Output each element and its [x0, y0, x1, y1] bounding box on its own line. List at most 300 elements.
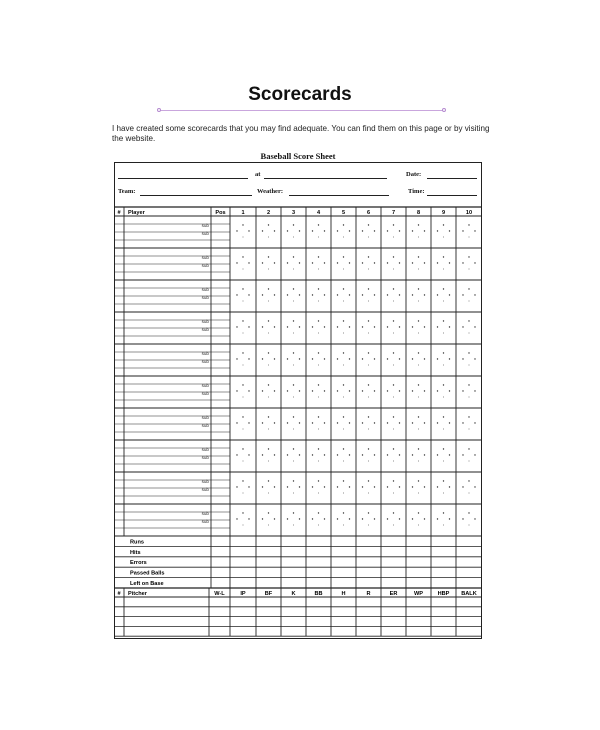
diamond-base-second	[242, 512, 243, 513]
batting-header-player: Player	[128, 210, 145, 216]
diamond-base-third	[387, 326, 388, 327]
diamond-base-third	[437, 262, 438, 263]
diamond-base-third	[312, 422, 313, 423]
diamond-base-second	[293, 288, 294, 289]
diamond-home	[343, 333, 344, 334]
diamond-home	[469, 333, 470, 334]
diamond-base-second	[468, 352, 469, 353]
diamond-base-second	[468, 384, 469, 385]
diamond-base-third	[337, 294, 338, 295]
diamond-base-second	[393, 288, 394, 289]
diamond-base-second	[443, 416, 444, 417]
diamond-base-first	[374, 486, 375, 487]
diamond-base-second	[443, 320, 444, 321]
diamond-base-first	[324, 518, 325, 519]
diamond-base-third	[387, 518, 388, 519]
diamond-base-first	[374, 518, 375, 519]
totals-label-errors: Errors	[130, 560, 147, 567]
diamond-base-second	[343, 224, 344, 225]
diamond-base-second	[443, 224, 444, 225]
diamond-base-third	[462, 262, 463, 263]
sub-label: sub	[201, 263, 209, 268]
at-label: at	[255, 171, 261, 178]
diamond-base-second	[368, 448, 369, 449]
diamond-base-first	[399, 486, 400, 487]
pitching-header-bf: BF	[264, 591, 273, 597]
diamond-home	[268, 301, 269, 302]
diamond-base-third	[437, 390, 438, 391]
sub-label: sub	[201, 511, 209, 516]
diamond-base-third	[262, 486, 263, 487]
diamond-base-second	[418, 448, 419, 449]
diamond-base-third	[337, 486, 338, 487]
diamond-home	[293, 525, 294, 526]
pitching-header-hbp: HBP	[437, 591, 450, 597]
pitching-header-balk: BALK	[461, 591, 477, 597]
diamond-base-third	[337, 422, 338, 423]
sub-label: sub	[201, 319, 209, 324]
diamond-base-second	[468, 224, 469, 225]
title-divider	[160, 110, 443, 111]
diamond-base-second	[468, 320, 469, 321]
diamond-base-first	[324, 390, 325, 391]
diamond-base-second	[268, 224, 269, 225]
diamond-home	[318, 301, 319, 302]
diamond-base-first	[399, 358, 400, 359]
diamond-base-second	[468, 512, 469, 513]
diamond-home	[318, 269, 319, 270]
diamond-home	[393, 397, 394, 398]
diamond-base-second	[318, 416, 319, 417]
diamond-base-third	[462, 486, 463, 487]
batting-header-1: 1	[241, 210, 245, 216]
diamond-base-third	[337, 518, 338, 519]
sub-label: sub	[201, 487, 209, 492]
diamond-base-first	[299, 326, 300, 327]
diamond-base-second	[242, 480, 243, 481]
diamond-home	[268, 397, 269, 398]
batting-header-10: 10	[465, 210, 473, 216]
diamond-base-third	[362, 358, 363, 359]
diamond-home	[418, 365, 419, 366]
diamond-base-third	[262, 390, 263, 391]
diamond-base-second	[293, 384, 294, 385]
diamond-home	[243, 397, 244, 398]
diamond-base-first	[324, 326, 325, 327]
diamond-base-third	[462, 454, 463, 455]
diamond-base-first	[399, 262, 400, 263]
diamond-home	[393, 493, 394, 494]
team-label: Team:	[118, 188, 136, 195]
diamond-base-second	[468, 416, 469, 417]
diamond-home	[443, 365, 444, 366]
diamond-base-third	[362, 262, 363, 263]
diamond-base-second	[318, 288, 319, 289]
diamond-base-first	[248, 230, 249, 231]
diamond-base-second	[293, 256, 294, 257]
diamond-home	[293, 301, 294, 302]
diamond-home	[318, 333, 319, 334]
time-label: Time:	[408, 188, 425, 195]
diamond-base-third	[387, 358, 388, 359]
sub-label: sub	[201, 359, 209, 364]
diamond-base-second	[242, 320, 243, 321]
diamond-base-first	[449, 390, 450, 391]
diamond-base-second	[393, 512, 394, 513]
diamond-base-second	[418, 256, 419, 257]
diamond-home	[268, 429, 269, 430]
diamond-base-first	[248, 294, 249, 295]
diamond-base-second	[343, 352, 344, 353]
diamond-base-second	[368, 256, 369, 257]
diamond-base-third	[412, 454, 413, 455]
diamond-base-third	[236, 454, 237, 455]
diamond-base-second	[443, 256, 444, 257]
diamond-base-first	[324, 262, 325, 263]
diamond-base-second	[368, 224, 369, 225]
diamond-base-first	[248, 486, 249, 487]
diamond-home	[469, 237, 470, 238]
diamond-home	[418, 429, 419, 430]
diamond-base-second	[418, 288, 419, 289]
weather-label: Weather:	[257, 188, 283, 195]
diamond-base-third	[437, 422, 438, 423]
sub-label: sub	[201, 479, 209, 484]
diamond-base-first	[474, 518, 475, 519]
diamond-base-first	[374, 390, 375, 391]
diamond-base-first	[424, 230, 425, 231]
diamond-base-first	[424, 390, 425, 391]
diamond-base-first	[474, 358, 475, 359]
diamond-home	[368, 237, 369, 238]
date-label: Date:	[406, 171, 422, 178]
pitching-header-pitcher: Pitcher	[128, 591, 147, 597]
diamond-base-first	[349, 230, 350, 231]
diamond-base-third	[362, 422, 363, 423]
diamond-base-second	[343, 320, 344, 321]
diamond-base-third	[387, 390, 388, 391]
diamond-home	[469, 429, 470, 430]
batting-header-pos: Pos	[215, 210, 226, 216]
diamond-base-first	[474, 294, 475, 295]
diamond-base-third	[362, 486, 363, 487]
diamond-base-first	[299, 486, 300, 487]
diamond-base-second	[318, 512, 319, 513]
diamond-base-third	[236, 422, 237, 423]
diamond-base-first	[374, 422, 375, 423]
diamond-base-first	[474, 422, 475, 423]
diamond-base-first	[274, 358, 275, 359]
diamond-base-third	[412, 326, 413, 327]
totals-label-hits: Hits	[130, 549, 141, 556]
diamond-base-third	[462, 294, 463, 295]
batting-header-8: 8	[416, 210, 421, 216]
diamond-home	[469, 365, 470, 366]
diamond-base-second	[343, 384, 344, 385]
diamond-base-third	[437, 294, 438, 295]
diamond-base-third	[236, 518, 237, 519]
diamond-home	[418, 461, 419, 462]
diamond-base-first	[374, 358, 375, 359]
diamond-base-third	[437, 454, 438, 455]
diamond-base-first	[349, 326, 350, 327]
diamond-base-third	[236, 262, 237, 263]
diamond-base-first	[324, 454, 325, 455]
diamond-base-first	[449, 262, 450, 263]
pitching-header-r: R	[366, 591, 371, 597]
diamond-home	[418, 397, 419, 398]
diamond-home	[368, 461, 369, 462]
diamond-base-first	[299, 422, 300, 423]
diamond-home	[243, 461, 244, 462]
diamond-base-third	[387, 230, 388, 231]
diamond-base-second	[343, 256, 344, 257]
diamond-base-first	[349, 518, 350, 519]
diamond-base-third	[287, 422, 288, 423]
diamond-base-third	[262, 422, 263, 423]
diamond-base-first	[349, 294, 350, 295]
diamond-base-second	[468, 288, 469, 289]
diamond-base-third	[362, 518, 363, 519]
diamond-home	[268, 237, 269, 238]
diamond-home	[393, 237, 394, 238]
diamond-home	[293, 461, 294, 462]
diamond-base-third	[262, 262, 263, 263]
diamond-base-first	[449, 454, 450, 455]
batting-header-9: 9	[441, 210, 446, 216]
diamond-base-first	[424, 518, 425, 519]
diamond-base-second	[443, 352, 444, 353]
diamond-base-second	[242, 448, 243, 449]
diamond-base-third	[412, 518, 413, 519]
sub-label: sub	[201, 295, 209, 300]
diamond-base-first	[248, 454, 249, 455]
diamond-base-first	[349, 358, 350, 359]
diamond-base-first	[324, 294, 325, 295]
diamond-home	[318, 493, 319, 494]
diamond-home	[368, 525, 369, 526]
sub-label: sub	[201, 351, 209, 356]
diamond-base-third	[462, 518, 463, 519]
diamond-home	[243, 333, 244, 334]
diamond-base-first	[299, 518, 300, 519]
diamond-base-third	[337, 454, 338, 455]
diamond-home	[368, 429, 369, 430]
diamond-base-first	[324, 358, 325, 359]
diamond-base-second	[318, 224, 319, 225]
diamond-base-first	[349, 422, 350, 423]
diamond-base-third	[312, 294, 313, 295]
diamond-base-second	[443, 512, 444, 513]
diamond-home	[293, 365, 294, 366]
diamond-base-first	[424, 486, 425, 487]
diamond-base-first	[449, 326, 450, 327]
diamond-base-first	[248, 518, 249, 519]
diamond-base-second	[293, 512, 294, 513]
diamond-base-second	[268, 416, 269, 417]
diamond-base-third	[287, 262, 288, 263]
diamond-base-first	[399, 518, 400, 519]
diamond-home	[443, 429, 444, 430]
diamond-base-second	[393, 224, 394, 225]
sub-label: sub	[201, 415, 209, 420]
diamond-base-second	[393, 448, 394, 449]
diamond-base-third	[236, 230, 237, 231]
diamond-base-second	[418, 480, 419, 481]
diamond-base-third	[387, 294, 388, 295]
diamond-home	[243, 365, 244, 366]
diamond-home	[393, 365, 394, 366]
diamond-base-first	[274, 326, 275, 327]
diamond-base-first	[424, 262, 425, 263]
diamond-base-second	[443, 480, 444, 481]
batting-header-7: 7	[391, 210, 396, 216]
sub-label: sub	[201, 423, 209, 428]
diamond-home	[393, 461, 394, 462]
diamond-base-third	[387, 454, 388, 455]
diamond-base-third	[362, 294, 363, 295]
diamond-home	[243, 525, 244, 526]
diamond-base-first	[424, 294, 425, 295]
diamond-base-second	[393, 416, 394, 417]
batting-header-4: 4	[316, 210, 321, 216]
diamond-base-second	[242, 352, 243, 353]
diamond-base-first	[474, 390, 475, 391]
intro-text: I have created some scorecards that you may find adequate. You can find them on this page or by visiting the website.	[112, 124, 490, 143]
diamond-base-second	[468, 448, 469, 449]
diamond-base-third	[287, 230, 288, 231]
diamond-base-third	[287, 454, 288, 455]
diamond-base-third	[337, 230, 338, 231]
diamond-home	[393, 269, 394, 270]
diamond-home	[368, 333, 369, 334]
diamond-home	[318, 237, 319, 238]
diamond-home	[368, 493, 369, 494]
diamond-home	[393, 301, 394, 302]
diamond-home	[318, 525, 319, 526]
diamond-base-third	[362, 390, 363, 391]
diamond-base-second	[293, 416, 294, 417]
totals-label-left-on-base: Left on Base	[130, 581, 164, 587]
diamond-base-third	[412, 422, 413, 423]
diamond-home	[318, 365, 319, 366]
diamond-base-third	[312, 230, 313, 231]
diamond-base-third	[312, 326, 313, 327]
diamond-base-second	[393, 256, 394, 257]
diamond-home	[443, 493, 444, 494]
diamond-base-first	[274, 422, 275, 423]
sub-label: sub	[201, 383, 209, 388]
diamond-base-first	[474, 262, 475, 263]
diamond-home	[469, 461, 470, 462]
sub-label: sub	[201, 255, 209, 260]
diamond-base-second	[393, 384, 394, 385]
score-grid	[114, 151, 482, 639]
diamond-base-second	[343, 480, 344, 481]
diamond-base-first	[374, 262, 375, 263]
diamond-home	[318, 461, 319, 462]
diamond-base-second	[468, 480, 469, 481]
diamond-base-third	[437, 230, 438, 231]
diamond-home	[393, 429, 394, 430]
diamond-base-third	[262, 294, 263, 295]
diamond-base-first	[324, 230, 325, 231]
diamond-base-third	[236, 358, 237, 359]
diamond-base-third	[437, 518, 438, 519]
diamond-base-third	[312, 262, 313, 263]
diamond-home	[243, 301, 244, 302]
diamond-base-third	[337, 262, 338, 263]
diamond-base-third	[387, 262, 388, 263]
diamond-base-second	[268, 352, 269, 353]
diamond-home	[469, 397, 470, 398]
diamond-base-second	[293, 448, 294, 449]
diamond-home	[343, 397, 344, 398]
diamond-home	[268, 525, 269, 526]
diamond-base-third	[312, 486, 313, 487]
diamond-base-first	[424, 326, 425, 327]
diamond-base-third	[312, 518, 313, 519]
diamond-base-third	[412, 358, 413, 359]
diamond-base-second	[393, 320, 394, 321]
diamond-base-second	[468, 256, 469, 257]
diamond-base-first	[399, 230, 400, 231]
diamond-base-second	[293, 352, 294, 353]
diamond-home	[243, 237, 244, 238]
sub-label: sub	[201, 391, 209, 396]
totals-label-runs: Runs	[130, 539, 144, 546]
diamond-base-second	[418, 320, 419, 321]
diamond-base-first	[274, 294, 275, 295]
diamond-base-first	[449, 358, 450, 359]
diamond-home	[293, 429, 294, 430]
diamond-base-first	[449, 486, 450, 487]
diamond-base-third	[262, 518, 263, 519]
diamond-home	[443, 237, 444, 238]
diamond-base-first	[248, 390, 249, 391]
diamond-base-second	[368, 352, 369, 353]
diamond-base-first	[424, 422, 425, 423]
diamond-base-first	[299, 454, 300, 455]
diamond-base-first	[399, 454, 400, 455]
diamond-base-third	[437, 486, 438, 487]
diamond-base-first	[274, 486, 275, 487]
diamond-base-first	[399, 294, 400, 295]
diamond-base-first	[399, 326, 400, 327]
diamond-home	[343, 429, 344, 430]
diamond-base-first	[449, 518, 450, 519]
diamond-base-third	[337, 358, 338, 359]
diamond-base-third	[262, 326, 263, 327]
diamond-base-second	[418, 352, 419, 353]
diamond-base-first	[248, 262, 249, 263]
diamond-base-first	[399, 422, 400, 423]
diamond-home	[343, 237, 344, 238]
diamond-base-third	[387, 422, 388, 423]
diamond-base-second	[368, 416, 369, 417]
diamond-base-third	[387, 486, 388, 487]
diamond-base-first	[299, 230, 300, 231]
diamond-base-second	[242, 288, 243, 289]
diamond-base-first	[449, 422, 450, 423]
diamond-home	[469, 493, 470, 494]
diamond-base-third	[462, 326, 463, 327]
diamond-base-third	[412, 390, 413, 391]
diamond-base-third	[462, 390, 463, 391]
diamond-base-first	[299, 262, 300, 263]
pitching-header-num: #	[117, 591, 121, 597]
diamond-base-second	[293, 320, 294, 321]
